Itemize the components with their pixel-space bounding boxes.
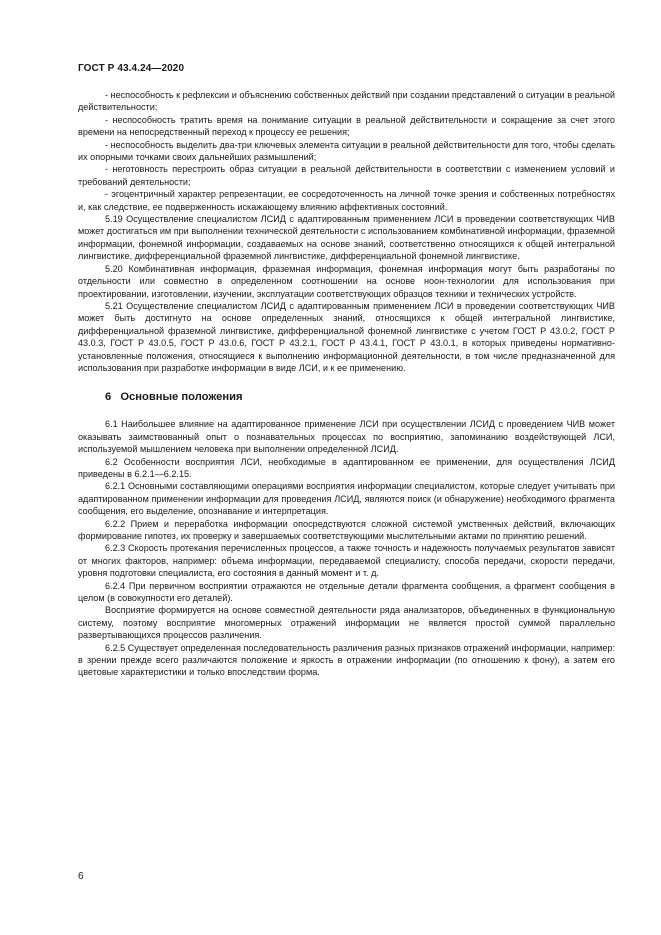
document-body xyxy=(78,89,615,679)
paragraph-6-2-1: 6.2.1 Основными составляющими операциями восприятия информации специалистом, которые следует учитывать при адаптированном применении информации для проведения ЛСИД, являются поиск (и обнаружение) необходимого фрагмента сообщения, его выделение, опознавание и интерпретация. xyxy=(78,481,615,517)
list-item: - неспособность к рефлексии и объяснению собственных действий при создании представлений о ситуации в реальной действительности; xyxy=(78,90,615,113)
paragraph-6-2-5: 6.2.5 Существует определенная последовательность различения разных признаков отражений информации, например: в зрении прежде всего различаются положение и яркость в отражении информации (по отношению к фону), а затем его цветовые характеристики и только впоследствии форма. xyxy=(78,642,615,678)
paragraph-6-2-4: 6.2.4 При первичном восприятии отражаются не отдельные детали фрагмента сообщения, а фрагмент сообщения в целом (в совокупности его деталей). xyxy=(78,580,615,604)
paragraph-5-21: 5.21 Осуществление специалистом ЛСИД с адаптированным применением ЛСИ в проведении соответствующих ЧИВ может быть достигнуто на основе определенных знаний, относящихся к общей интегральной лингвистике, дифференциальной фраземной лингвистике, дифференциальной фонемной лингвистике с учетом ГОСТ Р 43.0.2, ГОСТ Р 43.0.3, ГОСТ Р 43.0.5, ГОСТ Р 43.0.6, ГОСТ Р 43.2.1, ГОСТ Р 43.4.1, ГОСТ Р 43.0.1, в которых приведены нормативно-установленные положения, относящиеся к выполнению информационной деятельности, в том числе предназначенной для использования при разработке информации в виде ЛСИ, и к ее применению. xyxy=(78,300,615,373)
section-heading xyxy=(78,390,615,404)
paragraph-6-1: 6.1 Наибольшее влияние на адаптированное применение ЛСИ при осуществлении ЛСИД с проведением ЧИВ может оказывать заимствованный опыт о познавательных процессах по восприятию, запоминанию воздействующей ЛСИ, используемой мышлением человека при выполнении определенной ЛСИД. xyxy=(78,419,615,455)
list-item: - неспособность тратить время на понимание ситуации в реальной действительности и сокращение за счет этого времени на непосредственный переход к процессу ее решения; xyxy=(78,114,615,138)
list-item: - неготовность перестроить образ ситуации в реальной действительности в соответствии с изменением условий и требований деятельности; xyxy=(78,164,615,187)
section-title: Основные положения xyxy=(120,391,243,404)
paragraph-perception: Восприятие формируется на основе совместной деятельности ряда анализаторов, объединенных в функциональную систему, поэтому восприятие многомерных отражений информации не является простой суммой параллельно развертывающихся процессов различения. xyxy=(78,605,615,641)
paragraph-5-20: 5.20 Комбинативная информация, фраземная информация, фонемная информация могут быть разработаны по отдельности или совместно в определенном соотношении на основе ноон-технологии для использования при проектировании, изготовлении, изучении, эксплуатации соответствующих образцов техники и технических устройств. xyxy=(78,263,615,299)
page-number: 6 xyxy=(78,871,84,882)
paragraph-6-2: 6.2 Особенности восприятия ЛСИ, необходимые в адаптированном ее применении, для осуществления ЛСИД приведены в 6.2.1—6.2.15. xyxy=(78,456,615,479)
paragraph-6-2-2: 6.2.2 Прием и переработка информации опосредствуются сложной системой умственных действий, включающих формирование гипотез, их проверку и завершаемых соответствующими мыслительными актами по принятию решений. xyxy=(78,518,615,541)
list-item: - неспособность выделить два-три ключевых элемента ситуации в реальной действительности для того, чтобы сделать их опорными точками своих дальнейших размышлений; xyxy=(78,139,615,163)
section-number: 6 xyxy=(105,391,112,404)
paragraph-5-19: 5.19 Осуществление специалистом ЛСИД с адаптированным применением ЛСИ в проведении соответствующих ЧИВ может достигаться им при выполнении технической деятельности с использованием комбинативной информации, фраземной информации, фонемной информации, создаваемых на основе знаний, соответственно относящихся к общей интегральной лингвистике, дифференциальной фраземной лингвистике, дифференциальной фонемной лингвистике. xyxy=(78,214,615,262)
paragraph-6-2-3: 6.2.3 Скорость протекания перечисленных процессов, а также точность и надежность получаемых результатов зависят от многих факторов, например: объема информации, передаваемой специалисту, способа передачи, скорости передачи, уровня подготовки специалиста, его состояния в данный момент и т. д. xyxy=(78,543,615,579)
list-item: - эгоцентричный характер репрезентации, ее сосредоточенность на личной точке зрения и собственных потребностях и, как следствие, ее подверженность искажающему влиянию аффективных состояний. xyxy=(78,189,615,212)
document-header: ГОСТ Р 43.4.24—2020 xyxy=(78,63,185,74)
